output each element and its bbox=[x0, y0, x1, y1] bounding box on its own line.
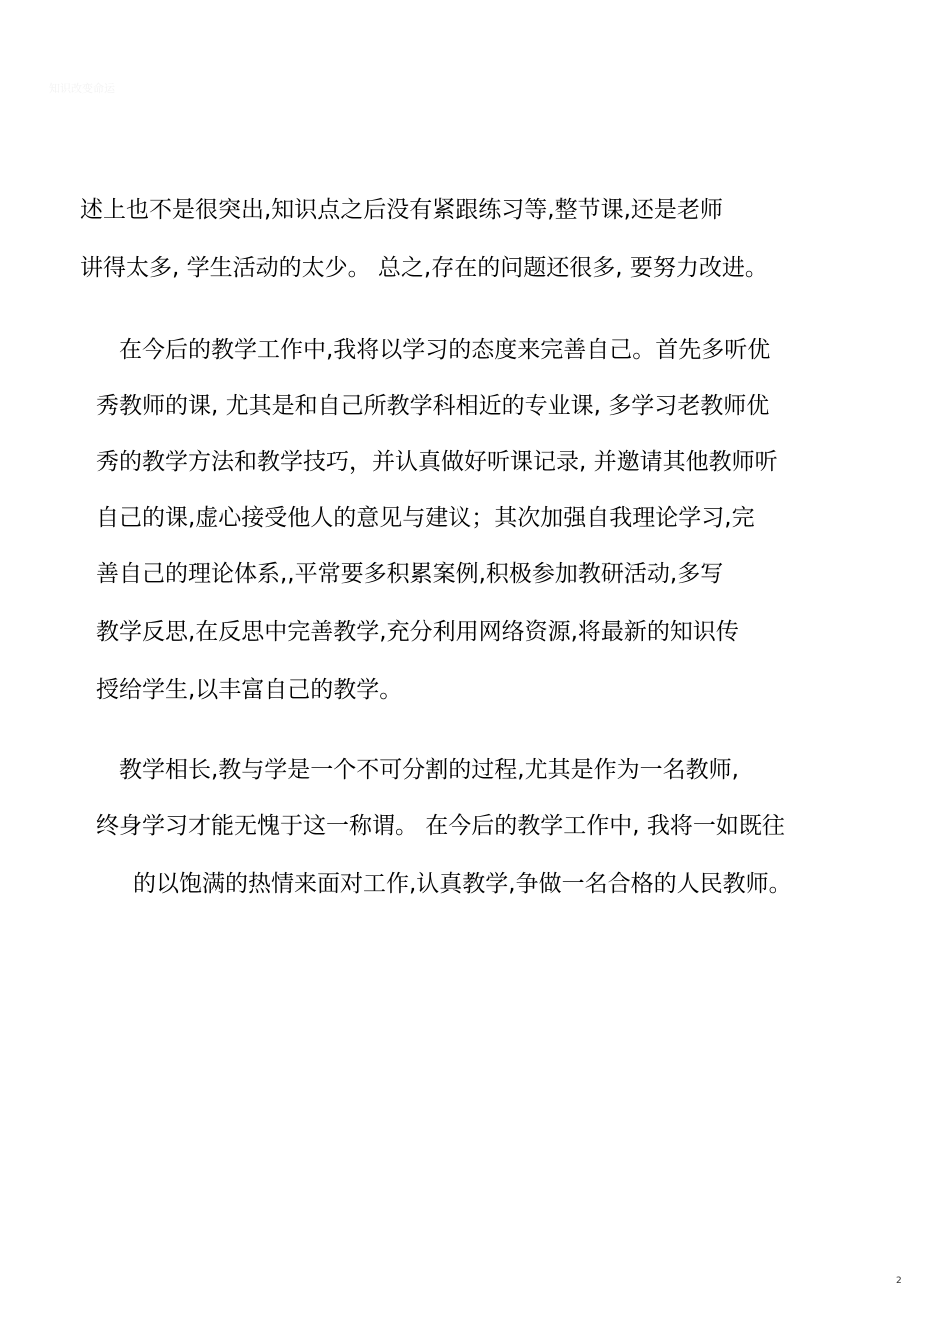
text-line: 讲得太多, 学生活动的太少。 总之,存在的问题还很多, 要努力改进。 bbox=[80, 255, 768, 281]
text-line: 终身学习才能无愧于这一称谓。 在今后的教学工作中, 我将一如既往 bbox=[96, 813, 785, 839]
text-line: 秀教师的课, 尤其是和自己所教学科相近的专业课, 多学习老教师优 bbox=[96, 393, 770, 419]
text-line: 自己的课,虚心接受他人的意见与建议；其次加强自我理论学习,完 bbox=[96, 505, 755, 531]
text-line: 授给学生,以丰富自己的教学。 bbox=[96, 677, 403, 703]
text-line: 教学反思,在反思中完善教学,充分利用网络资源,将最新的知识传 bbox=[96, 619, 739, 645]
text-line: 的以饱满的热情来面对工作,认真教学,争做一名合格的人民教师。 bbox=[133, 871, 792, 897]
text-line: 善自己的理论体系,,平常要多积累案例,积极参加教研活动,多写 bbox=[96, 561, 724, 587]
text-line: 在今后的教学工作中,我将以学习的态度来完善自己。首先多听优 bbox=[119, 337, 771, 363]
watermark-text: 知识改变命运 bbox=[49, 82, 115, 95]
text-line: 教学相长,教与学是一个不可分割的过程,尤其是作为一名教师, bbox=[119, 757, 739, 783]
page-number: 2 bbox=[896, 1276, 902, 1286]
text-line: 述上也不是很突出,知识点之后没有紧跟练习等,整节课,还是老师 bbox=[80, 197, 723, 223]
text-line: 秀的教学方法和教学技巧，并认真做好听课记录, 并邀请其他教师听 bbox=[96, 449, 778, 475]
